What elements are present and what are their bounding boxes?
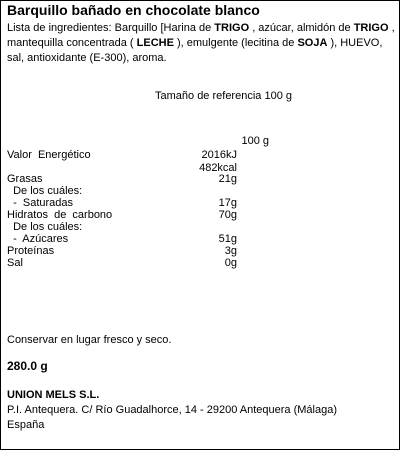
nutrition-row-salt bbox=[7, 256, 237, 270]
product-title: Barquillo bañado en chocolate blanco bbox=[7, 2, 260, 18]
nutrition-value: 0g bbox=[224, 257, 237, 269]
nutrition-label: Proteínas bbox=[7, 245, 55, 257]
nutrition-per-header: 100 g bbox=[241, 135, 269, 147]
ingredients-seg-4: , mantequilla concentrada ( bbox=[7, 22, 395, 49]
net-weight: 280.0 g bbox=[7, 359, 48, 373]
nutrition-value: 51g bbox=[218, 233, 237, 245]
company-info bbox=[7, 388, 337, 433]
ingredients-seg-0: Lista de ingredientes: Barquillo [Harina de bbox=[7, 22, 215, 34]
company-name: UNION MELS S.L. bbox=[7, 389, 100, 401]
nutrition-value: 21g bbox=[218, 173, 237, 185]
nutrition-value: 3g bbox=[224, 245, 237, 257]
allergen-trigo-2: TRIGO bbox=[353, 22, 389, 34]
ingredients-list bbox=[7, 21, 395, 66]
nutrition-label: - Azúcares bbox=[7, 233, 69, 245]
nutrition-row-energy bbox=[7, 148, 237, 162]
nutrition-label: De los cuáles: bbox=[7, 185, 83, 197]
nutrition-label: De los cuáles: bbox=[7, 221, 83, 233]
storage-instructions: Conservar en lugar fresco y seco. bbox=[7, 334, 172, 346]
nutrition-label: Valor Energético bbox=[7, 149, 91, 161]
allergen-leche: LECHE bbox=[136, 37, 174, 49]
nutrition-label: Grasas bbox=[7, 173, 43, 185]
nutrition-value: 70g bbox=[218, 209, 237, 221]
ingredients-seg-6: ), emulgente (lecitina de bbox=[173, 37, 298, 49]
nutrition-label: Hidratos de carbono bbox=[7, 209, 113, 221]
company-address: P.I. Antequera. C/ Río Guadalhorce, 14 - 29200 Antequera (Málaga) bbox=[7, 404, 338, 416]
company-country: España bbox=[7, 419, 45, 431]
ingredients-seg-8: ), HUEVO, sal, antioxidante (E-300), aroma. bbox=[7, 37, 383, 64]
nutrition-value: 17g bbox=[218, 197, 237, 209]
allergen-trigo-1: TRIGO bbox=[214, 22, 250, 34]
nutrition-value-kcal: 482kcal bbox=[199, 162, 237, 174]
nutrition-value: 2016kJ bbox=[201, 149, 237, 161]
ingredients-seg-2: , azúcar, almidón de bbox=[249, 22, 354, 34]
allergen-soja: SOJA bbox=[297, 37, 328, 49]
nutrition-label: - Saturadas bbox=[7, 197, 74, 209]
reference-size: Tamaño de referencia 100 g bbox=[155, 90, 292, 102]
nutrition-label: Sal bbox=[7, 257, 23, 269]
